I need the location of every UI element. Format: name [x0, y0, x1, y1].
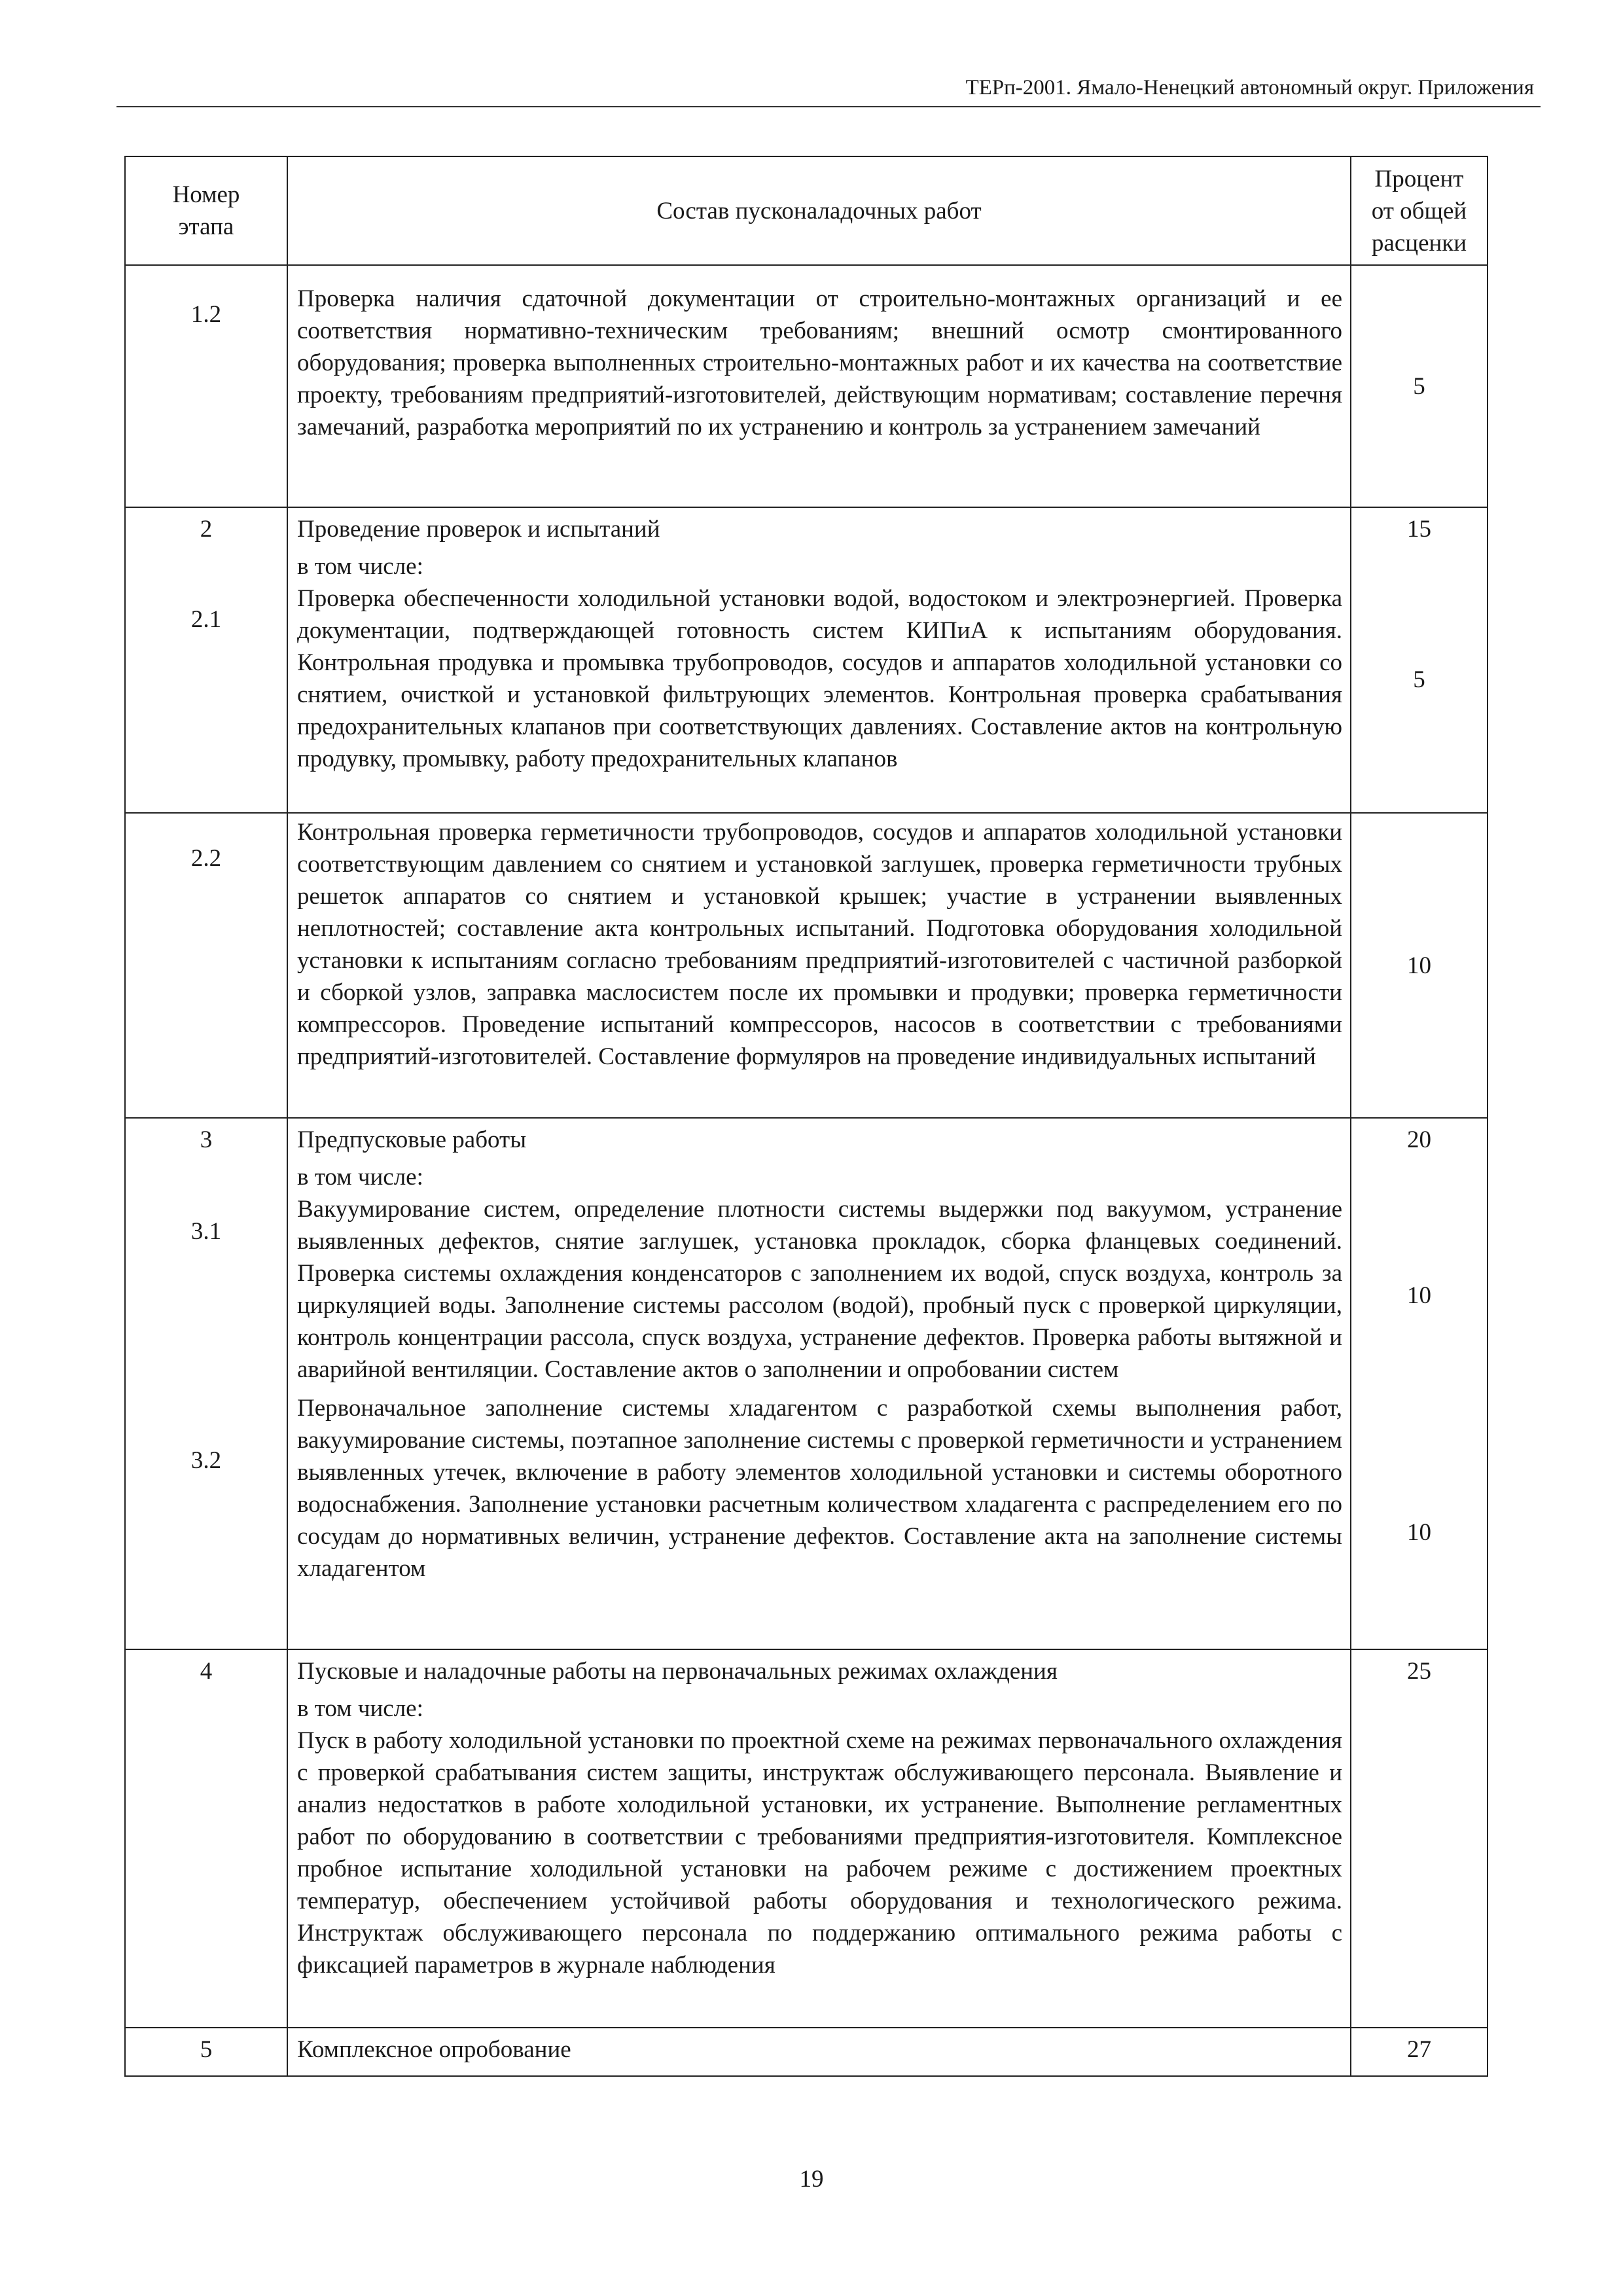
table-row	[125, 2028, 1488, 2076]
substage-percent: 5	[1413, 666, 1425, 693]
substage-number: 2.1	[190, 606, 222, 633]
substage-number: 3.2	[190, 1447, 222, 1474]
table-row	[125, 265, 1488, 507]
stage-number: 1.2	[190, 301, 222, 328]
stage-description: Пуск в работу холодильной установки по проектной схеме на режимах первоначального охлаждения с проверкой срабатывания систем защиты, инструктаж обслуживающего персонала. Выявление и анализ недостатков в работе холодильной установки, их устранение. Выполнение регламентных работ по оборудованию в соответствии с требованиями предприятия-изготовителя. Комплексное пробное испытание холодильной установки на рабочем режиме с достижением проектных температур, обеспечением устойчивой работы оборудования и технологического режима. Инструктаж обслуживающего персонала по поддержанию оптимального режима работы с фиксацией параметров в журнале наблюдения	[297, 1727, 1342, 1979]
stage-number-cell	[125, 507, 287, 813]
stage-description-cell	[287, 2028, 1351, 2076]
running-header: ТЕРп-2001. Ямало-Ненецкий автономный округ. Приложения	[965, 76, 1534, 99]
stage-title: Комплексное опробование	[297, 2036, 571, 2063]
header-stage-number-line1: Номер	[172, 181, 240, 208]
stage-description-cell	[287, 265, 1351, 507]
stage-percent-cell	[1351, 1649, 1488, 2028]
stage-title: Проведение проверок и испытаний	[297, 516, 660, 543]
header-percent-line2: от общей	[1371, 197, 1467, 224]
header-percent-line3: расценки	[1371, 229, 1467, 257]
stage-description-cell	[287, 813, 1351, 1118]
stage-description-cell	[287, 1118, 1351, 1649]
including-label: в том числе:	[297, 1164, 423, 1191]
stage-title: Пусковые и наладочные работы на первоначальных режимах охлаждения	[297, 1658, 1058, 1685]
table-row	[125, 813, 1488, 1118]
header-stage-number	[125, 156, 287, 265]
stage-number: 5	[200, 2036, 213, 2063]
stage-percent-cell	[1351, 507, 1488, 813]
stage-percent-cell	[1351, 2028, 1488, 2076]
page-number: 19	[799, 2166, 824, 2193]
substage-description: Проверка обеспеченности холодильной установки водой, водостоком и электроэнергией. Проверка документации, подтверждающей готовность систем КИПиА к испытаниям оборудования. Контрольная продувка и промывка трубопроводов, сосудов и аппаратов холодильной установки со снятием, очисткой и установкой фильтрующих элементов. Контрольная проверка срабатывания предохранительных клапанов при соответствующих давлениях. Составление актов на контрольную продувку, промывку, работу предохранительных клапанов	[297, 585, 1342, 772]
header-works-composition: Состав пусконаладочных работ	[287, 156, 1351, 265]
stage-description-cell	[287, 1649, 1351, 2028]
stage-description: Проверка наличия сдаточной документации от строительно-монтажных организаций и ее соответствия нормативно-техническим требованиям; внешний осмотр смонтированного оборудования; проверка выполненных строительно-монтажных работ и их качества на соответствие проекту, требованиям предприятий-изготовителей, действующим нормативам; составление перечня замечаний, разработка мероприятий по их устранению и контроль за устранением замечаний	[297, 285, 1342, 440]
works-table	[124, 156, 1488, 2077]
stage-percent-cell	[1351, 813, 1488, 1118]
including-label: в том числе:	[297, 553, 423, 580]
stage-number: 3	[200, 1126, 213, 1153]
stage-percent: 27	[1407, 2036, 1431, 2063]
stage-number-cell	[125, 2028, 287, 2076]
table-row	[125, 507, 1488, 813]
stage-number-cell	[125, 1649, 287, 2028]
stage-percent-cell	[1351, 1118, 1488, 1649]
substage-description: Вакуумирование систем, определение плотности системы выдержки под вакуумом, устранение выявленных дефектов, снятие заглушек, установка прокладок, сборка фланцевых соединений. Проверка системы охлаждения конденсаторов с заполнением их водой, спуск воздуха, контроль за циркуляцией воды. Заполнение системы рассолом (водой), пробный пуск с проверкой циркуляции, контроль концентрации рассола, спуск воздуха, устранение дефектов. Проверка работы вытяжной и аварийной вентиляции. Составление актов о заполнении и опробовании систем	[297, 1196, 1342, 1383]
stage-percent-cell	[1351, 265, 1488, 507]
stage-number-cell	[125, 265, 287, 507]
stage-percent: 10	[1407, 952, 1431, 979]
table-row	[125, 1118, 1488, 1649]
stage-number: 4	[200, 1658, 213, 1685]
table-row	[125, 1649, 1488, 2028]
stage-number-cell	[125, 813, 287, 1118]
table-header-row	[125, 156, 1488, 265]
including-label: в том числе:	[297, 1695, 423, 1722]
substage-number: 3.1	[190, 1218, 222, 1245]
stage-description-cell	[287, 507, 1351, 813]
header-stage-number-line2: этапа	[178, 213, 234, 240]
header-percent	[1351, 156, 1488, 265]
header-rule	[116, 106, 1541, 107]
stage-percent: 25	[1407, 1658, 1431, 1685]
substage-percent: 10	[1407, 1519, 1431, 1546]
stage-percent: 5	[1413, 372, 1425, 400]
stage-percent: 15	[1407, 516, 1431, 543]
stage-title: Предпусковые работы	[297, 1126, 527, 1153]
stage-number-cell	[125, 1118, 287, 1649]
stage-description: Контрольная проверка герметичности трубопроводов, сосудов и аппаратов холодильной установки соответствующим давлением со снятием и установкой заглушек, проверка герметичности трубных решеток аппаратов со снятием и установкой крышек; участие в устранении выявленных неплотностей; составление акта контрольных испытаний. Подготовка оборудования холодильной установки к испытаниям согласно требованиям предприятий-изготовителей с частичной разборкой и сборкой узлов, заправка маслосистем после их промывки и продувки; проверка герметичности компрессоров. Проведение испытаний компрессоров, насосов в соответствии с требованиями предприятий-изготовителей. Составление формуляров на проведение индивидуальных испытаний	[297, 819, 1342, 1070]
stage-number: 2.2	[190, 845, 222, 872]
substage-percent: 10	[1407, 1282, 1431, 1309]
header-percent-line1: Процент	[1374, 165, 1464, 192]
stage-number: 2	[200, 516, 213, 543]
substage-description: Первоначальное заполнение системы хладагентом с разработкой схемы выполнения работ, вакуумирование системы, поэтапное заполнение системы с проверкой герметичности и устранением выявленных утечек, включение в работу элементов холодильной установки и системы оборотного водоснабжения. Заполнение установки расчетным количеством хладагента с распределением его по сосудам до нормативных величин, устранение дефектов. Составление акта на заполнение системы хладагентом	[297, 1395, 1342, 1582]
stage-percent: 20	[1407, 1126, 1431, 1153]
